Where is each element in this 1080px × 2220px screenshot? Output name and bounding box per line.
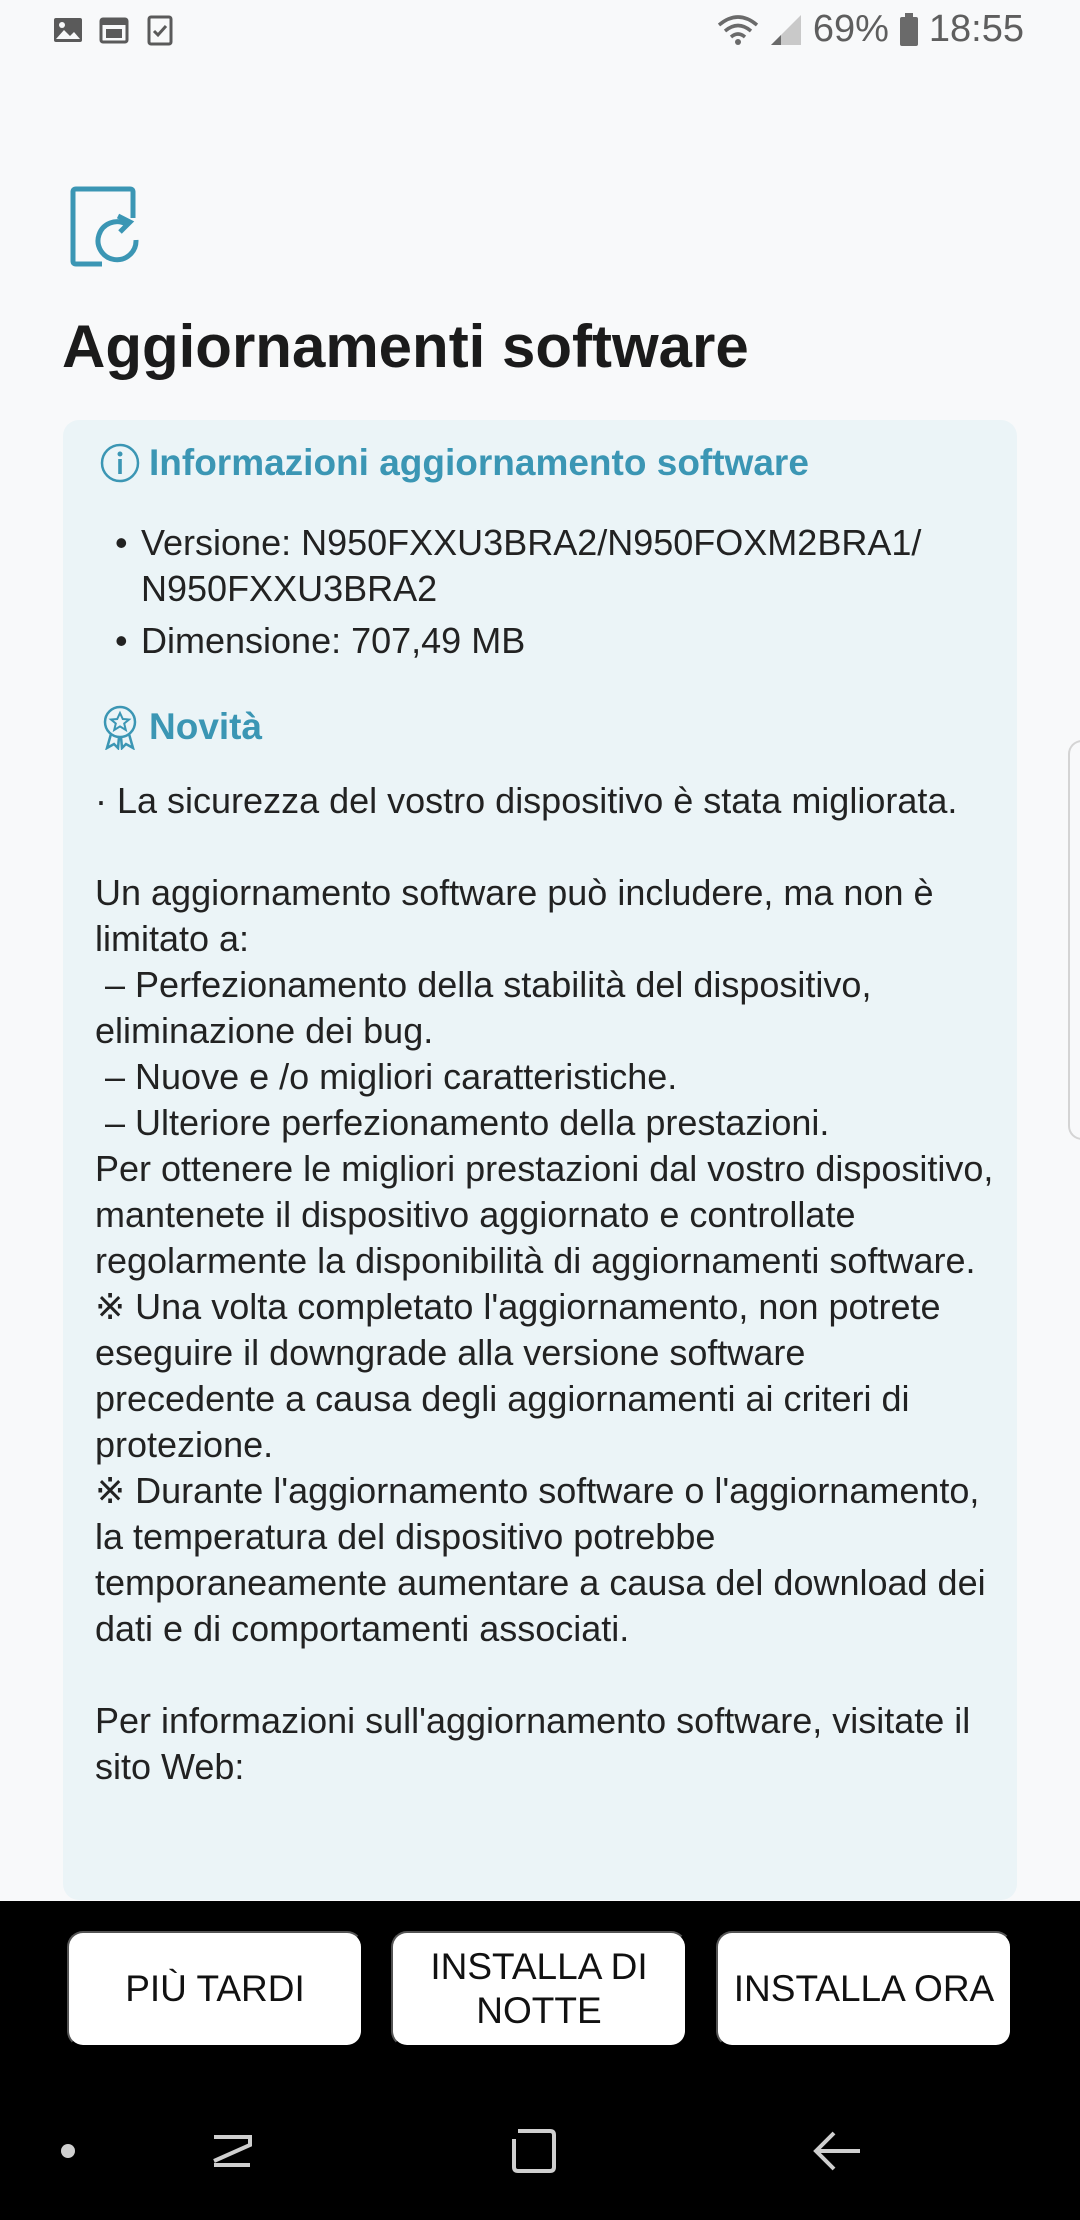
later-button[interactable]	[67, 1931, 363, 2047]
install-tonight-button[interactable]	[391, 1931, 687, 2047]
battery-percent: 69%	[812, 8, 889, 50]
status-bar	[0, 0, 1080, 66]
signal-icon	[769, 13, 803, 47]
news-heading-text: Novità	[149, 706, 263, 747]
dot-icon[interactable]	[38, 2121, 98, 2181]
update-info-card[interactable]	[63, 420, 1017, 1900]
status-indicators	[717, 8, 1024, 51]
news-heading	[99, 704, 262, 750]
install-now-button[interactable]	[716, 1931, 1012, 2047]
page-title: Aggiornamenti software	[62, 313, 749, 380]
recents-icon[interactable]	[202, 2121, 262, 2181]
badge-star-icon	[99, 704, 141, 750]
image-icon	[52, 14, 84, 46]
notification-icons	[52, 14, 176, 46]
action-bar	[0, 1901, 1080, 2081]
install-now-button-label: INSTALLA ORA	[733, 1968, 995, 2009]
checklist-icon	[144, 14, 176, 46]
back-icon[interactable]	[808, 2121, 868, 2181]
navigation-bar	[0, 2081, 1080, 2220]
install-tonight-button-label: INSTALLA DI NOTTE	[430, 1946, 648, 2031]
update-details	[115, 520, 995, 664]
release-notes-text: · La sicurezza del vostro dispositivo è stata migliorata. Un aggiornamento software può includere, ma non è limitato a: – Perfezionamento della stabilità del dispositivo, eliminazione dei bug. – Nuove e /o migliori caratteristiche. – Ulteriore perfezionamento della prestazioni. Per ottenere le migliori prestazioni dal vostro dispositivo, mantenete il dispositivo aggiornato e controllate regolarmente la disponibilità di aggiornamenti software. ※ Una volta completato l'aggiornamento, non potrete eseguire il downgrade alla versione software precedente a causa degli aggiornamenti ai criteri di protezione. ※ Durante l'aggiornamento software o l'aggiornamento, la temperatura del dispositivo potrebbe temporaneamente aumentare a causa del download dei dati e di comportamenti associati. Per informazioni sull'aggiornamento software, visitate il sito Web:	[95, 780, 994, 1787]
software-update-icon	[70, 186, 142, 268]
calendar-icon	[98, 14, 130, 46]
size-text: • Dimensione: 707,49 MB	[115, 618, 995, 664]
info-icon	[99, 442, 141, 484]
edge-panel-handle[interactable]	[1068, 740, 1080, 1140]
battery-icon	[899, 13, 919, 47]
home-icon[interactable]	[504, 2121, 564, 2181]
update-info-heading-text: Informazioni aggiornamento software	[149, 442, 809, 483]
later-button-label: PIÙ TARDI	[125, 1968, 305, 2009]
version-text: • Versione: N950FXXU3BRA2/N950FOXM2BRA1/ N950FXXU3BRA2	[115, 520, 995, 612]
update-info-heading	[99, 442, 809, 484]
wifi-icon	[717, 13, 759, 47]
clock-time: 18:55	[928, 8, 1024, 50]
